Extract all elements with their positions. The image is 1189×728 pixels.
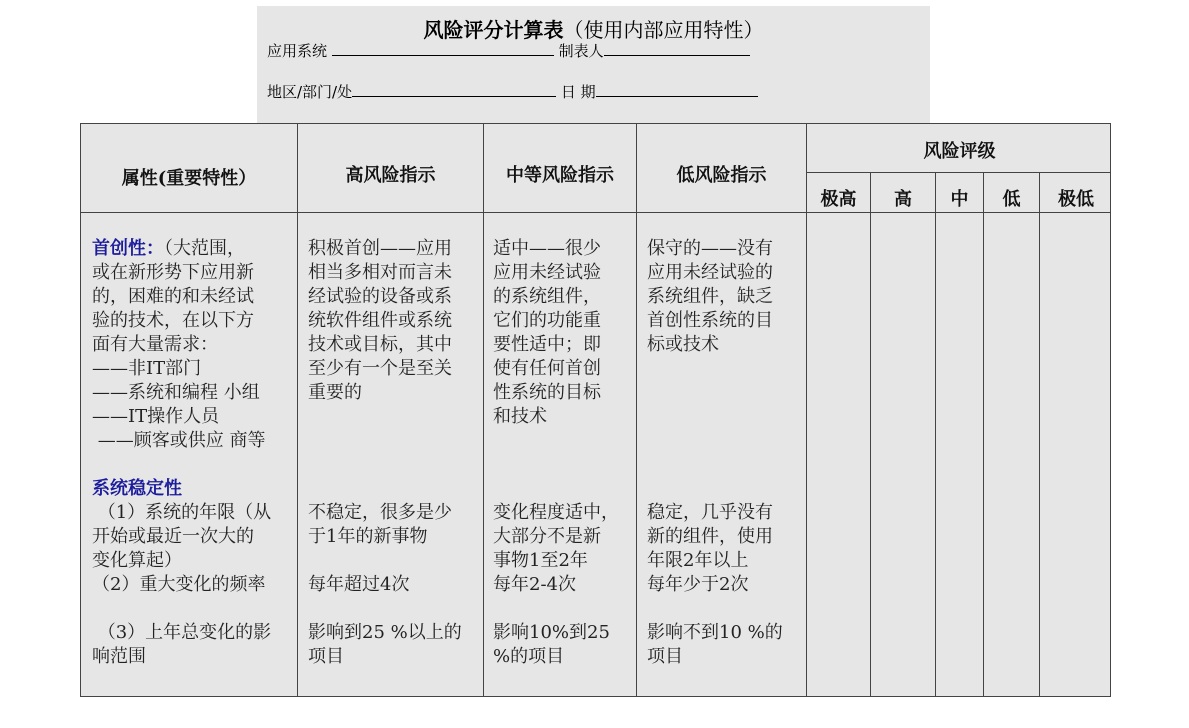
cell-line: 首创性系统的目	[647, 310, 773, 331]
originality-attribute	[92, 237, 265, 453]
cell-line: 不稳定，很多是少	[308, 502, 452, 523]
cell-line: 保守的——没有	[647, 238, 773, 259]
originality-line: ——非IT部门	[92, 358, 202, 379]
cell-line: 事物1至2年	[493, 550, 588, 571]
cell-line: 影响到25 %以上的	[308, 622, 462, 643]
cell-line: 应用未经试验的	[647, 262, 773, 283]
rating-very-low: 极低	[1058, 189, 1094, 210]
stability-line: 变化算起）	[92, 550, 182, 571]
rating-cell-high[interactable]	[871, 213, 935, 696]
originality-mid	[493, 237, 601, 429]
header-low-risk: 低风险指示	[676, 165, 767, 186]
region-label: 地区/部门/处	[267, 83, 353, 101]
stability-low-2: 每年少于2次	[647, 574, 749, 595]
stability-high-1	[308, 501, 452, 549]
preparer-label: 制表人	[558, 42, 604, 60]
stability-mid-1	[493, 501, 619, 573]
grid-line	[483, 124, 484, 696]
stability-line: （3）上年总变化的影	[92, 622, 272, 643]
cell-line: 要性适中；即	[493, 334, 601, 355]
stability-high-3	[308, 621, 462, 669]
rating-cell-medium[interactable]	[936, 213, 983, 696]
stability-line: 开始或最近一次大的	[92, 526, 254, 547]
originality-line: 或在新形势下应用新	[92, 262, 254, 283]
stability-title: 系统稳定性	[92, 478, 182, 499]
cell-line: 技术或目标，其中	[308, 334, 452, 355]
grid-line	[636, 124, 637, 696]
originality-line: 的，困难的和未经试	[92, 286, 254, 307]
stability-attribute	[92, 477, 271, 597]
cell-line: 应用未经试验	[493, 262, 601, 283]
app-system-field[interactable]	[332, 41, 554, 56]
cell-line: 变化程度适中，	[493, 502, 619, 523]
cell-line: 年限2年以上	[647, 550, 749, 571]
grid-line	[806, 172, 1110, 173]
rating-cell-very-high[interactable]	[807, 213, 870, 696]
originality-line: ——IT操作人员	[92, 406, 220, 427]
originality-high	[308, 237, 452, 405]
cell-line: 和技术	[493, 406, 547, 427]
cell-line: 至少有一个是至关	[308, 358, 452, 379]
rating-medium: 中	[950, 189, 969, 210]
stability-low-1	[647, 501, 773, 573]
stability-line: （1）系统的年限（从	[92, 502, 272, 523]
cell-line: 大部分不是新	[493, 526, 601, 547]
originality-line: 面有大量需求：	[92, 334, 218, 355]
header-risk-rating: 风险评级	[923, 141, 996, 162]
cell-line: 使有任何首创	[493, 358, 601, 379]
region-field[interactable]	[352, 82, 556, 97]
cell-line: 影响10%到25	[493, 622, 610, 643]
cell-line: 影响不到10 %的	[647, 622, 783, 643]
stability-attribute-3	[92, 621, 271, 669]
header-high-risk: 高风险指示	[345, 165, 436, 186]
cell-line: 重要的	[308, 382, 362, 403]
originality-line: 验的技术，在以下方	[92, 310, 254, 331]
title-main: 风险评分计算表	[423, 18, 564, 42]
grid-line	[297, 124, 298, 696]
stability-low-3	[647, 621, 783, 669]
cell-line: 新的组件，使用	[647, 526, 773, 547]
cell-line: 于1年的新事物	[308, 526, 428, 547]
originality-line: （大范围，	[164, 238, 245, 259]
rating-cell-very-low[interactable]	[1040, 213, 1112, 696]
originality-line: ——顾客或供应 商等	[92, 430, 266, 451]
header-mid-risk: 中等风险指示	[506, 165, 614, 186]
cell-line: 系统组件，缺乏	[647, 286, 773, 307]
stability-line: 响范围	[92, 646, 146, 667]
date-field[interactable]	[596, 82, 758, 97]
cell-line: 项目	[308, 646, 344, 667]
form-title	[257, 14, 930, 43]
originality-low	[647, 237, 773, 357]
app-system-row	[267, 40, 750, 61]
cell-line: 的系统组件，	[493, 286, 601, 307]
app-system-label: 应用系统	[267, 42, 328, 60]
stability-mid-3	[493, 621, 610, 669]
cell-line: 积极首创——应用	[308, 238, 452, 259]
rating-high: 高	[894, 189, 912, 210]
cell-line: %的项目	[493, 646, 565, 667]
rating-low: 低	[1002, 189, 1021, 210]
form-header	[257, 6, 930, 124]
rating-cell-low[interactable]	[984, 213, 1039, 696]
cell-line: 经试验的设备或系	[308, 286, 452, 307]
region-row	[267, 81, 758, 102]
stability-mid-2: 每年2-4次	[493, 574, 576, 595]
cell-line: 稳定，几乎没有	[647, 502, 773, 523]
stability-high-2: 每年超过4次	[308, 574, 410, 595]
risk-table	[80, 123, 1111, 697]
cell-line: 适中——很少	[493, 238, 601, 259]
cell-line: 它们的功能重	[493, 310, 601, 331]
header-attribute: 属性(重要特性）	[121, 168, 257, 189]
preparer-field[interactable]	[604, 41, 750, 56]
title-suffix: （使用内部应用特性）	[563, 18, 764, 42]
cell-line: 性系统的目标	[493, 382, 601, 403]
rating-very-high: 极高	[820, 189, 857, 210]
originality-title: 首创性：	[92, 238, 164, 259]
originality-line: ——系统和编程 小组	[92, 382, 260, 403]
stability-line: （2）重大变化的频率	[92, 574, 266, 595]
cell-line: 标或技术	[647, 334, 719, 355]
cell-line: 相当多相对而言未	[308, 262, 452, 283]
cell-line: 项目	[647, 646, 683, 667]
cell-line: 统软件组件或系统	[308, 310, 452, 331]
date-label: 日 期	[560, 83, 596, 101]
